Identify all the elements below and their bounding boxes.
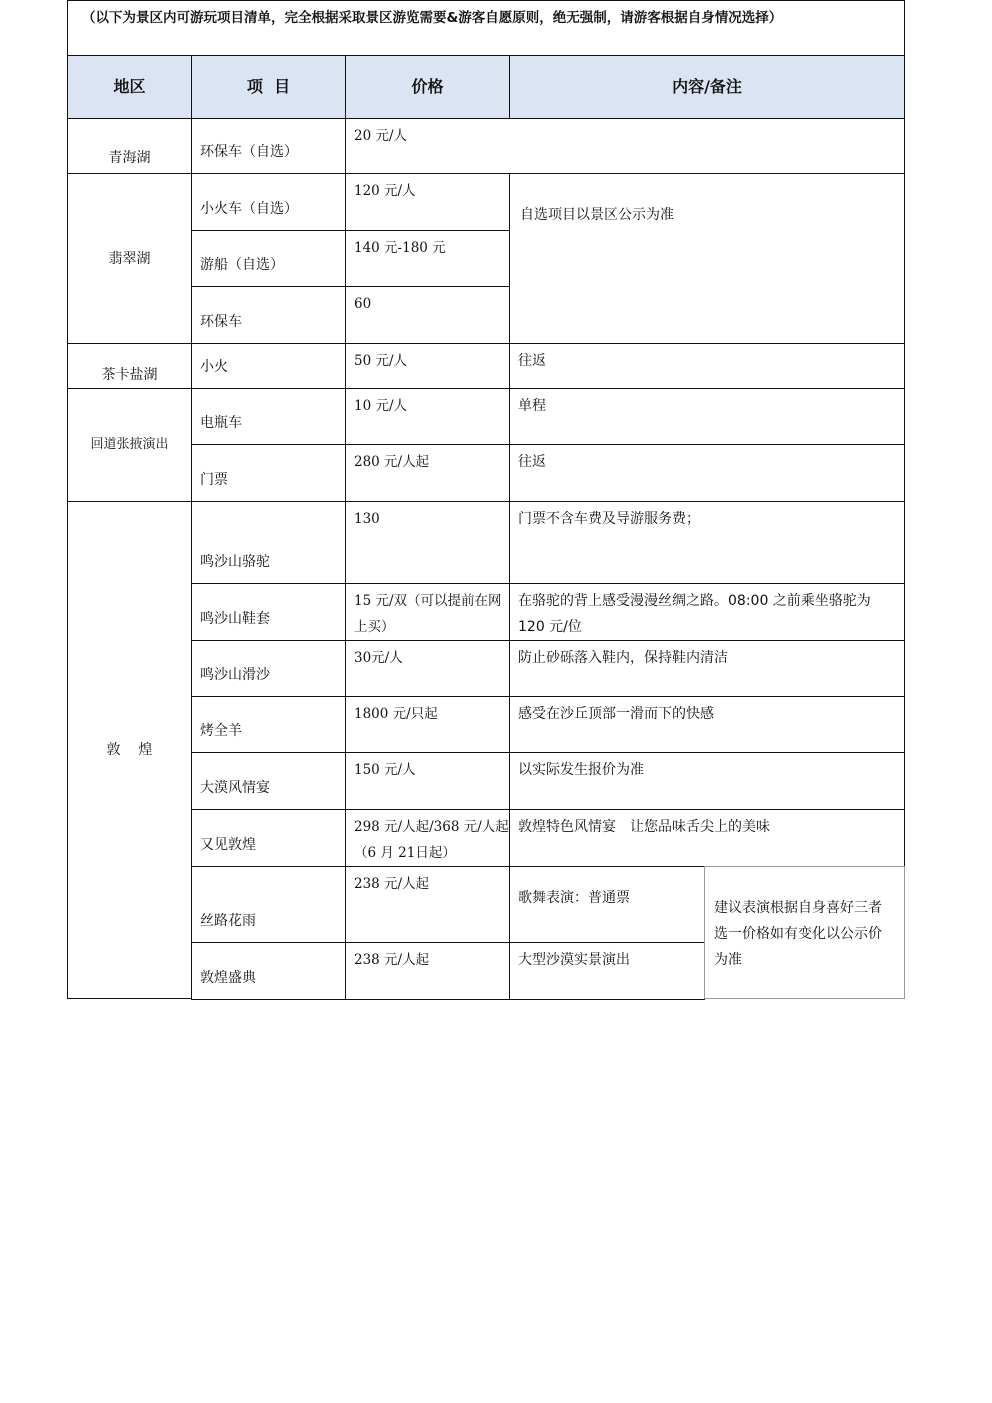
note-cell: 防止砂砾落入鞋内，保持鞋内清洁 [509, 640, 905, 697]
price-cell: 140 元-180 元 [345, 230, 510, 287]
item-cell: 鸣沙山骆驼 [191, 501, 346, 584]
region-cell: 青海湖 [67, 118, 192, 174]
shows-note: 建议表演根据自身喜好三者选一价格如有变化以公示价为准 [704, 866, 905, 999]
price-cell: 1800 元/只起 [345, 696, 510, 753]
note-cell: 单程 [509, 388, 905, 445]
note-cell: 在骆驼的背上感受漫漫丝绸之路。08:00 之前乘坐骆驼为 120 元/位 [509, 583, 905, 641]
item-cell: 烤全羊 [191, 696, 346, 753]
item-cell: 门票 [191, 444, 346, 502]
item-cell: 大漠风情宴 [191, 752, 346, 810]
price-cell: 30元/人 [345, 640, 510, 697]
price-cell: 20 元/人 [345, 118, 905, 174]
note-cell: 大型沙漠实景演出 [509, 942, 705, 1000]
item-cell: 小火 [191, 343, 346, 389]
note-cell: 门票不含车费及导游服务费； [509, 501, 905, 584]
note-cell: 自选项目以景区公示为准 [509, 173, 905, 344]
item-cell: 丝路花雨 [191, 866, 346, 943]
header-region: 地区 [67, 55, 192, 119]
item-cell: 鸣沙山滑沙 [191, 640, 346, 697]
price-cell: 15 元/双（可以提前在网上买） [345, 583, 510, 641]
header-price: 价格 [345, 55, 510, 119]
region-cell: 回道张掖演出 [67, 388, 192, 502]
price-cell: 238 元/人起 [345, 942, 510, 1000]
price-cell: 10 元/人 [345, 388, 510, 445]
note-cell: 敦煌特色风情宴 让您品味舌尖上的美味 [509, 809, 905, 867]
note-cell: 以实际发生报价为准 [509, 752, 905, 810]
price-cell: 150 元/人 [345, 752, 510, 810]
note-cell: 往返 [509, 444, 905, 502]
region-cell: 敦 煌 [67, 501, 192, 999]
item-cell: 环保车 [191, 286, 346, 344]
price-cell: 60 [345, 286, 510, 344]
header-note: 内容/备注 [509, 55, 905, 119]
note-cell: 感受在沙丘顶部一滑而下的快感 [509, 696, 905, 753]
note-cell: 往返 [509, 343, 905, 389]
item-cell: 敦煌盛典 [191, 942, 346, 1000]
region-cell: 翡翠湖 [67, 173, 192, 344]
note-cell: 歌舞表演：普通票 [509, 866, 705, 943]
item-cell: 小火车（自选） [191, 173, 346, 231]
region-cell: 茶卡盐湖 [67, 343, 192, 389]
item-cell: 又见敦煌 [191, 809, 346, 867]
price-cell: 280 元/人起 [345, 444, 510, 502]
item-cell: 环保车（自选） [191, 118, 346, 174]
item-cell: 电瓶车 [191, 388, 346, 445]
price-cell: 130 [345, 501, 510, 584]
price-cell: 50 元/人 [345, 343, 510, 389]
header-item: 项 目 [191, 55, 346, 119]
item-cell: 游船（自选） [191, 230, 346, 287]
item-cell: 鸣沙山鞋套 [191, 583, 346, 641]
price-cell: 120 元/人 [345, 173, 510, 231]
price-cell: 238 元/人起 [345, 866, 510, 943]
table-title: （以下为景区内可游玩项目清单，完全根据采取景区游览需要&游客自愿原则，绝无强制，请游客根据自身情况选择） [67, 0, 905, 56]
price-cell: 298 元/人起/368 元/人起（6 月 21日起） [345, 809, 510, 867]
